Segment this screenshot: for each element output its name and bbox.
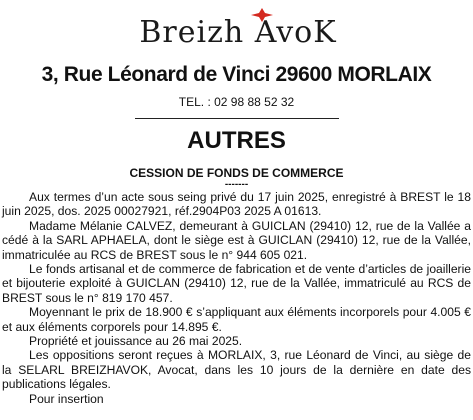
office-phone: TEL. : 02 98 88 52 32 [178,95,295,109]
office-address: 3, Rue Léonard de Vinci 29600 MORLAIX [41,63,432,86]
notice-category: AUTRES [187,127,286,154]
paragraph-parties: Madame Mélanie CALVEZ, demeurant à GUICLAN (29410) 12, rue de la Vallée a cédé à la SARL APHAELA, dont le siège est à GUICLAN (29410) 12, rue de la Vallée, immatriculée au RCS de BREST sous le n° 944 605 021. [2,218,471,262]
paragraph-act: Aux termes d’un acte sous seing privé du 17 juin 2025, enregistré à BREST le 18 juin 2025, dos. 2025 00027921, réf.2904P03 2025 A 01613. [2,190,471,219]
paragraph-business: Le fonds artisanal et de commerce de fabrication et de vente d’articles de joaillerie et bijouterie exploité à GUICLAN (29410) 12, rue de la Vallée, immatriculé au RCS de BREST sous le n° 819 170 457. [2,262,471,305]
logo-wordmark: Breizh AvoK [139,15,337,50]
paragraph-closing: Pour insertion [29,391,104,406]
header-divider [135,118,339,119]
breizh-avok-logo [138,8,338,54]
title-separator: ------- [224,179,249,190]
notice-body [2,190,471,406]
paragraph-ownership: Propriété et jouissance au 26 mai 2025. [29,334,243,349]
paragraph-price: Moyennant le prix de 18.900 € s’appliquant aux éléments incorporels pour 4.005 € et aux éléments corporels pour 14.895 €. [2,305,471,334]
paragraph-oppositions: Les oppositions seront reçues à MORLAIX, 3, rue Léonard de Vinci, au siège de la SELARL BREIZHAVOK, Avocat, dans les 10 jours de la dernière en date des publications légales. [2,348,471,392]
notice-title: CESSION DE FONDS DE COMMERCE [129,166,344,180]
